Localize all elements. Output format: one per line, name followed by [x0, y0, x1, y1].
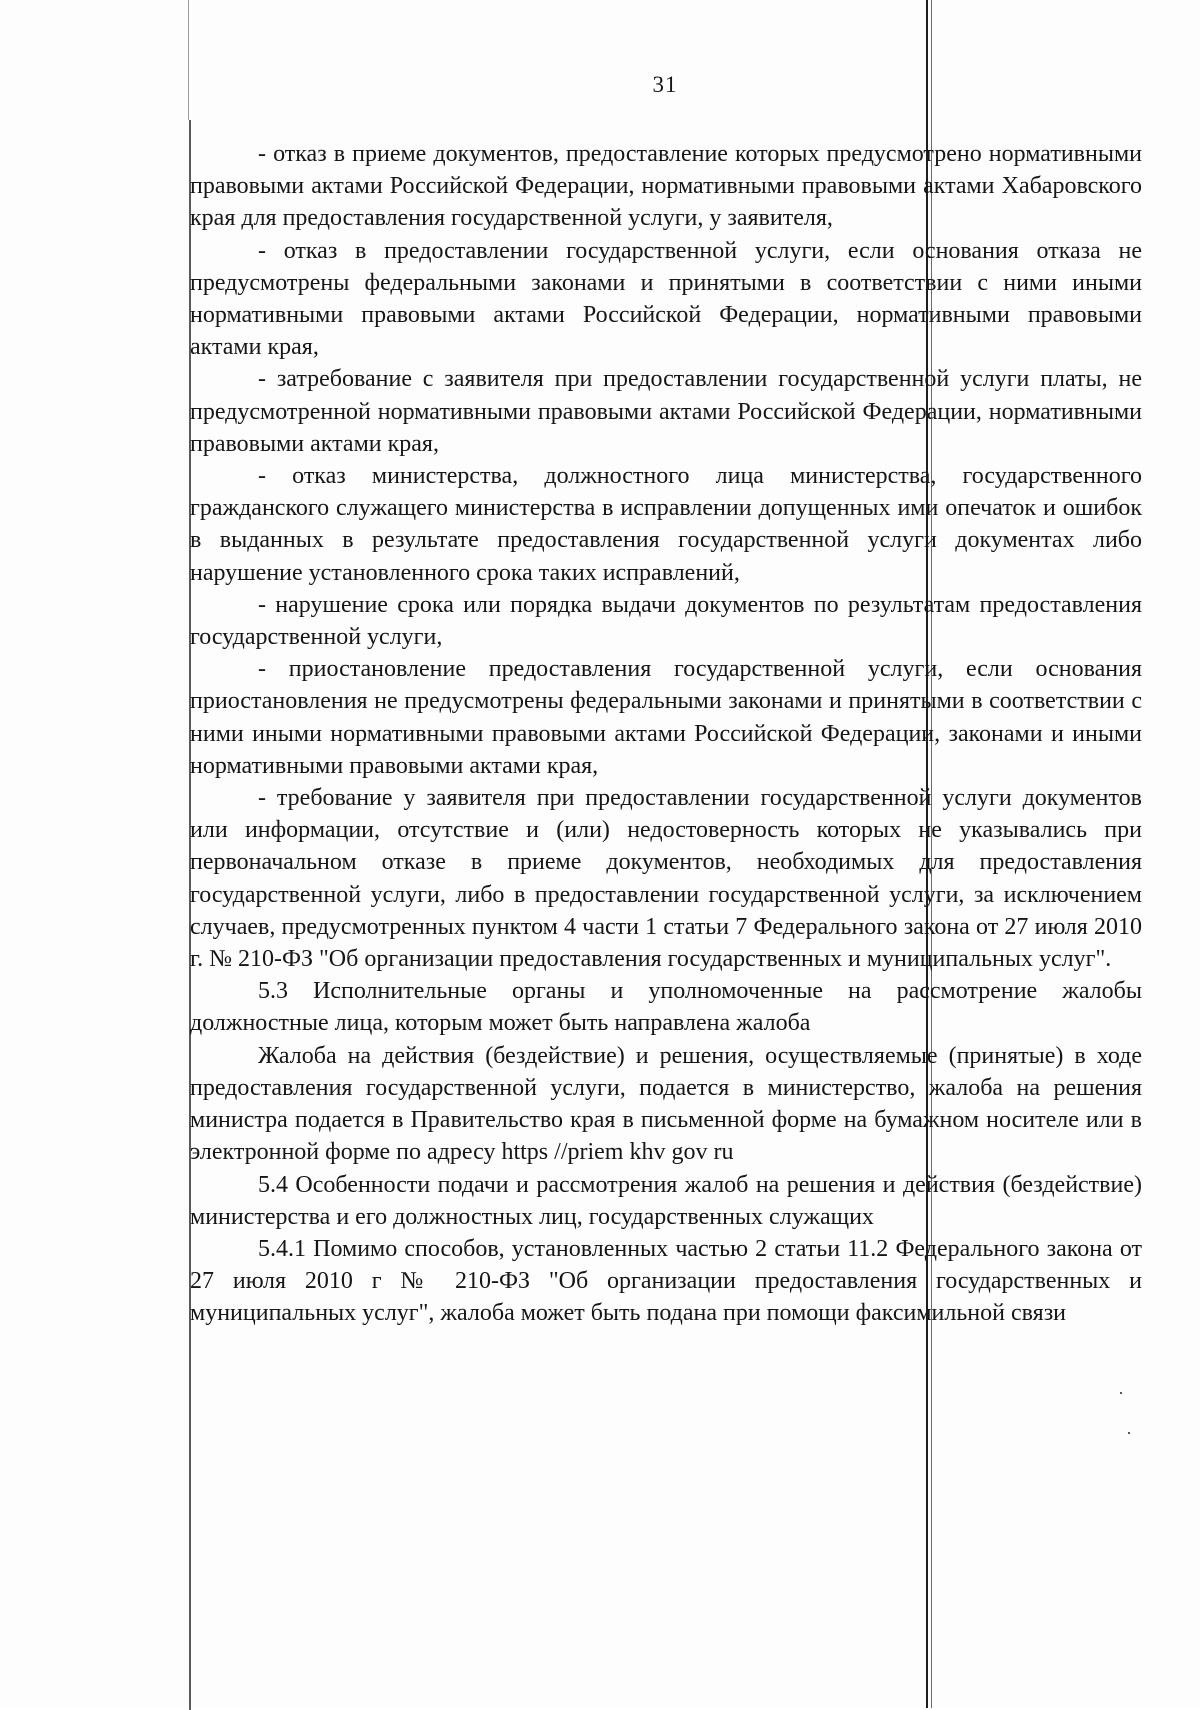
paragraph: - требование у заявителя при предоставлении государственной услуги документов или информации, отсутствие и (или) недостоверность которых не указывались при первоначальном отказе в приеме документов, необходимых для предоставления государственной услуги, либо в предоставлении государственной услуги, за исключением случаев, предусмотренных пунктом 4 части 1 статьи 7 Федерального закона от 27 июля 2010 г. № 210-ФЗ "Об организации предоставления государственных и муниципальных услуг".	[190, 785, 1142, 973]
scan-artifact-line	[188, 0, 189, 120]
paragraph: - отказ в предоставлении государственной услуги, если основания отказа не предусмотрены федеральными законами и принятыми в соответствии с ними иными нормативными правовыми актами Российской Федерации, нормативными правовыми актами края,	[190, 237, 1142, 361]
paragraph: - нарушение срока или порядка выдачи документов по результатам предоставления государственной услуги,	[190, 591, 1142, 651]
section-heading: 5.3 Исполнительные органы и уполномоченные на рассмотрение жалобы должностные лица, которым может быть направлена жалоба	[190, 978, 1142, 1037]
document-body	[190, 138, 1142, 1330]
scan-artifact-dot	[1120, 1392, 1122, 1394]
paragraph: - отказ министерства, должностного лица министерства, государственного гражданского служащего министерства в исправлении допущенных ими опечаток и ошибок в выданных в результате предоставления государственной услуги документах либо нарушение установленного срока таких исправлений,	[190, 463, 1142, 586]
paragraph: - приостановление предоставления государственной услуги, если основания приостановления не предусмотрены федеральными законами и принятыми в соответствии с ними иными нормативными правовыми актами Российской Федерации, законами и иными нормативными правовыми актами края,	[190, 656, 1142, 779]
paragraph: Жалоба на действия (бездействие) и решения, осуществляемые (принятые) в ходе предоставления государственной услуги, подается в министерство, жалоба на решения министра подается в Правительство края в письменной форме на бумажном носителе или в электронной форме по адресу https //priem khv gov ru	[190, 1042, 1142, 1166]
scan-artifact-dot	[1128, 1432, 1130, 1434]
page-number: 31	[652, 72, 678, 97]
paragraph: 5.4.1 Помимо способов, установленных частью 2 статьи 11.2 Федерального закона от 27 июля 2010 г № 210-ФЗ "Об организации предоставления государственных и муниципальных услуг", жалоба может быть подана при помощи факсимильной связи	[190, 1235, 1142, 1327]
paragraph: - затребование с заявителя при предоставлении государственной услуги платы, не предусмотренной нормативными правовыми актами Российской Федерации, нормативными правовыми актами края,	[190, 366, 1142, 457]
paragraph: - отказ в приеме документов, предоставление которых предусмотрено нормативными правовыми актами Российской Федерации, нормативными правовыми актами Хабаровского края для предоставления государственной услуги, у заявителя,	[190, 141, 1142, 232]
section-heading: 5.4 Особенности подачи и рассмотрения жалоб на решения и действия (бездействие) министерства и его должностных лиц, государственных служащих	[190, 1171, 1142, 1230]
